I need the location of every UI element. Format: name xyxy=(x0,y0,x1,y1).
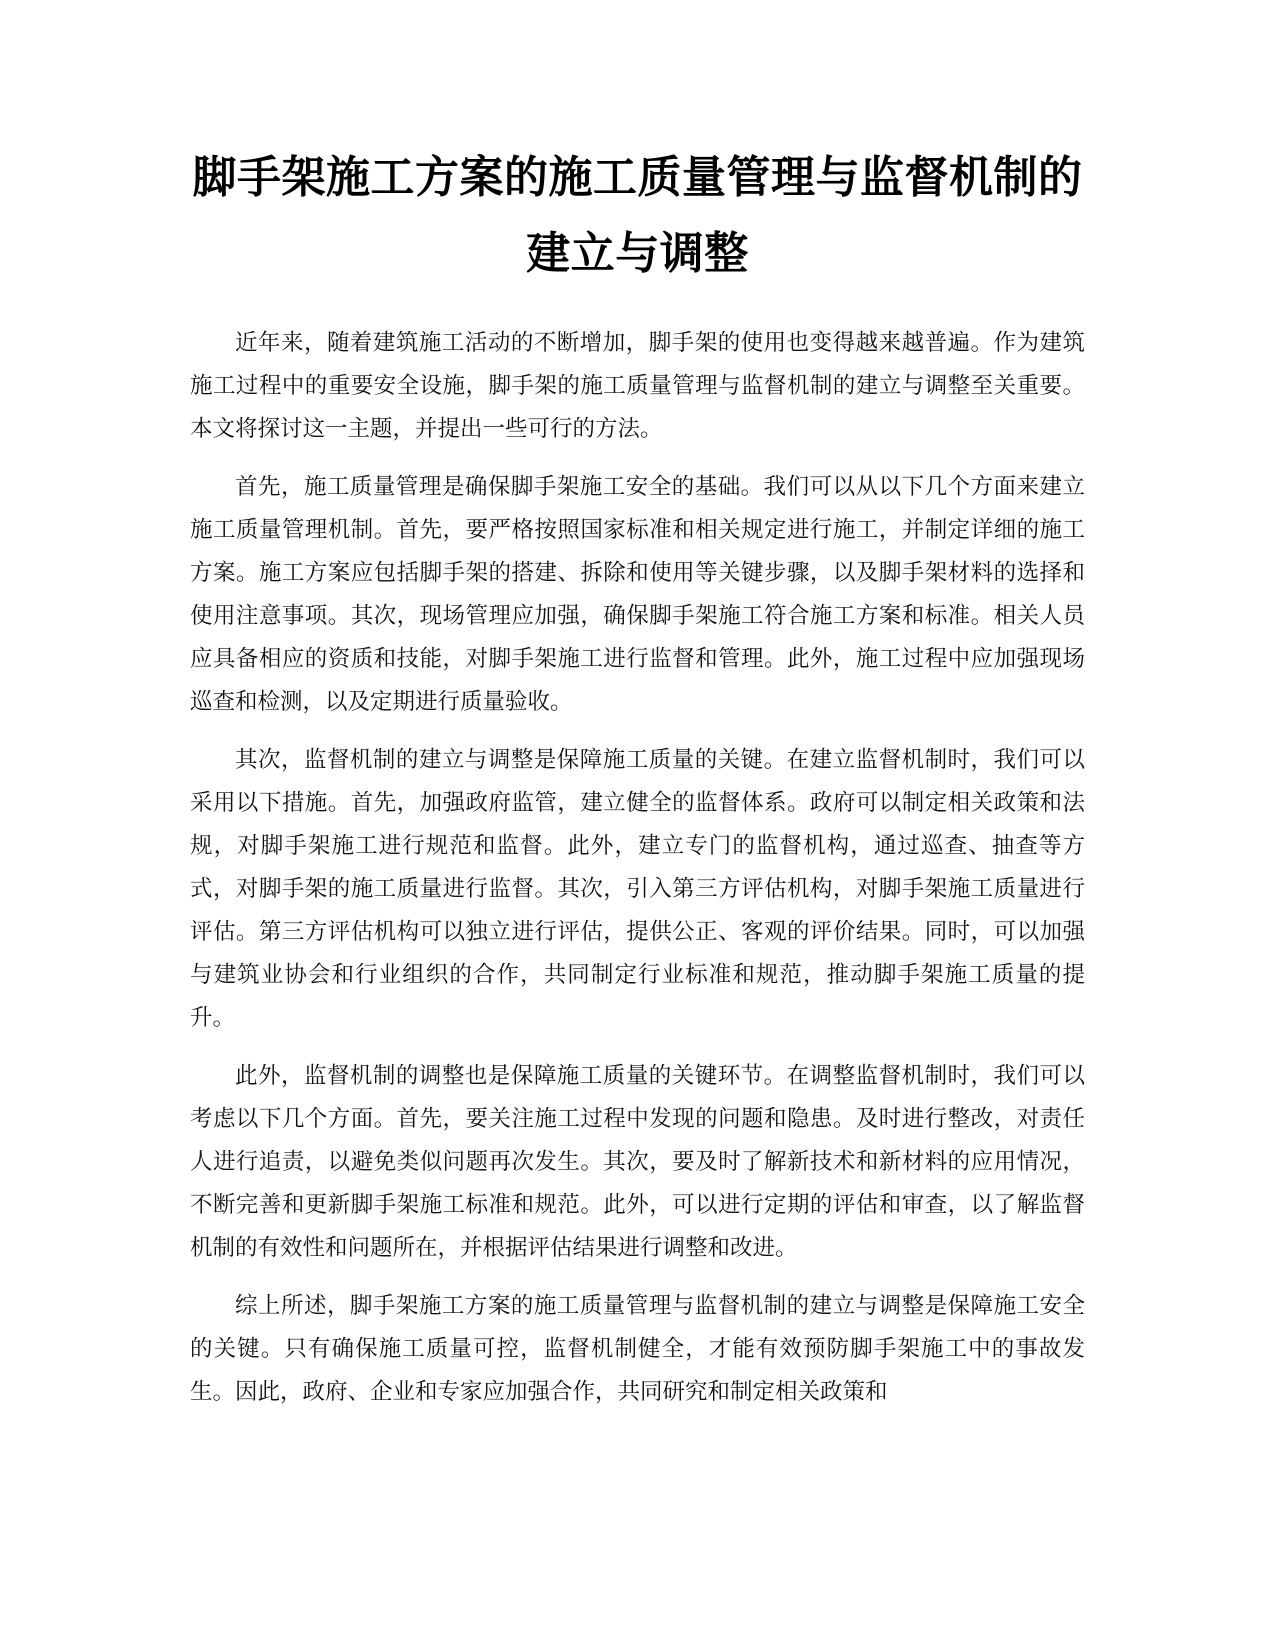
document-body xyxy=(190,322,1085,1429)
paragraph-supervision-adjustment: 此外，监督机制的调整也是保障施工质量的关键环节。在调整监督机制时，我们可以考虑以下几个方面。首先，要关注施工过程中发现的问题和隐患。及时进行整改，对责任人进行追责，以避免类似问题再次发生。其次，要及时了解新技术和新材料的应用情况，不断完善和更新脚手架施工标准和规范。此外，可以进行定期的评估和审查，以了解监督机制的有效性和问题所在，并根据评估结果进行调整和改进。 xyxy=(190,1063,1085,1261)
paragraph-intro: 近年来，随着建筑施工活动的不断增加，脚手架的使用也变得越来越普遍。作为建筑施工过程中的重要安全设施，脚手架的施工质量管理与监督机制的建立与调整至关重要。本文将探讨这一主题，并提出一些可行的方法。 xyxy=(190,330,1085,442)
document-title: 脚手架施工方案的施工质量管理与监督机制的建立与调整 xyxy=(192,152,1083,279)
paragraph-conclusion: 综上所述，脚手架施工方案的施工质量管理与监督机制的建立与调整是保障施工安全的关键。只有确保施工质量可控，监督机制健全，才能有效预防脚手架施工中的事故发生。因此，政府、企业和专家应加强合作，共同研究和制定相关政策和 xyxy=(190,1293,1085,1405)
paragraph-quality-management: 首先，施工质量管理是确保脚手架施工安全的基础。我们可以从以下几个方面来建立施工质量管理机制。首先，要严格按照国家标准和相关规定进行施工，并制定详细的施工方案。施工方案应包括脚手架的搭建、拆除和使用等关键步骤，以及脚手架材料的选择和使用注意事项。其次，现场管理应加强，确保脚手架施工符合施工方案和标准。相关人员应具备相应的资质和技能，对脚手架施工进行监督和管理。此外，施工过程中应加强现场巡查和检测，以及定期进行质量验收。 xyxy=(190,474,1085,715)
paragraph-supervision-establishment: 其次，监督机制的建立与调整是保障施工质量的关键。在建立监督机制时，我们可以采用以下措施。首先，加强政府监管，建立健全的监督体系。政府可以制定相关政策和法规，对脚手架施工进行规范和监督。此外，建立专门的监督机构，通过巡查、抽查等方式，对脚手架的施工质量进行监督。其次，引入第三方评估机构，对脚手架施工质量进行评估。第三方评估机构可以独立进行评估，提供公正、客观的评价结果。同时，可以加强与建筑业协会和行业组织的合作，共同制定行业标准和规范，推动脚手架施工质量的提升。 xyxy=(190,747,1085,1031)
